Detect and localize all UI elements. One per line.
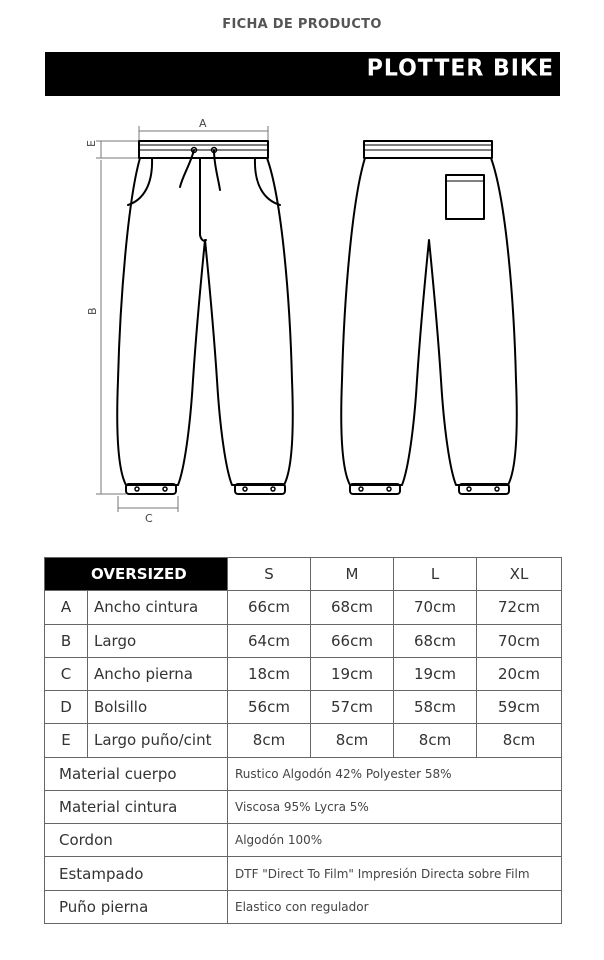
- row-label: Ancho pierna: [88, 657, 228, 690]
- front-view-drawing: [117, 141, 292, 494]
- brand-name: PLOTTER BIKE: [366, 55, 554, 82]
- value-cell: 8cm: [477, 724, 562, 757]
- size-header-row: [45, 558, 562, 591]
- row-label: Largo puño/cint: [88, 724, 228, 757]
- back-pocket: [446, 175, 484, 219]
- row-letter: E: [45, 724, 88, 757]
- value-cell: 58cm: [394, 691, 477, 724]
- table-row: [45, 691, 562, 724]
- size-header-m: M: [311, 558, 394, 591]
- material-value: DTF "Direct To Film" Impresión Directa sobre Film: [228, 857, 562, 890]
- brand-banner: [45, 52, 560, 96]
- document-title: FICHA DE PRODUCTO: [222, 17, 382, 32]
- value-cell: 8cm: [311, 724, 394, 757]
- value-cell: 68cm: [311, 591, 394, 624]
- fit-label: OVERSIZED: [45, 558, 228, 591]
- material-label: Cordon: [45, 824, 228, 857]
- row-label: Bolsillo: [88, 691, 228, 724]
- material-row: [45, 824, 562, 857]
- value-cell: 64cm: [228, 624, 311, 657]
- table-row: [45, 624, 562, 657]
- row-letter: D: [45, 691, 88, 724]
- value-cell: 70cm: [477, 624, 562, 657]
- value-cell: 57cm: [311, 691, 394, 724]
- material-label: Material cuerpo: [45, 757, 228, 790]
- row-label: Ancho cintura: [88, 591, 228, 624]
- value-cell: 8cm: [394, 724, 477, 757]
- value-cell: 19cm: [311, 657, 394, 690]
- value-cell: 8cm: [228, 724, 311, 757]
- table-row: [45, 657, 562, 690]
- value-cell: 56cm: [228, 691, 311, 724]
- row-letter: B: [45, 624, 88, 657]
- value-cell: 68cm: [394, 624, 477, 657]
- value-cell: 66cm: [311, 624, 394, 657]
- material-row: [45, 790, 562, 823]
- material-label: Puño pierna: [45, 890, 228, 923]
- row-letter: C: [45, 657, 88, 690]
- value-cell: 18cm: [228, 657, 311, 690]
- material-value: Viscosa 95% Lycra 5%: [228, 790, 562, 823]
- value-cell: 20cm: [477, 657, 562, 690]
- material-value: Elastico con regulador: [228, 890, 562, 923]
- value-cell: 66cm: [228, 591, 311, 624]
- table-row: [45, 724, 562, 757]
- dimension-label-a: A: [199, 117, 207, 130]
- table-row: [45, 591, 562, 624]
- dimension-label-c: C: [145, 512, 153, 525]
- dimension-label-b: B: [86, 307, 99, 315]
- material-value: Algodón 100%: [228, 824, 562, 857]
- size-header-s: S: [228, 558, 311, 591]
- size-header-l: L: [394, 558, 477, 591]
- back-view-drawing: [341, 141, 516, 494]
- size-header-xl: XL: [477, 558, 562, 591]
- material-label: Estampado: [45, 857, 228, 890]
- value-cell: 59cm: [477, 691, 562, 724]
- back-pants-outline: [341, 158, 516, 485]
- material-row: [45, 890, 562, 923]
- material-row: [45, 857, 562, 890]
- material-label: Material cintura: [45, 790, 228, 823]
- pants-technical-drawing: [0, 100, 604, 530]
- front-pants-outline: [117, 158, 292, 485]
- value-cell: 72cm: [477, 591, 562, 624]
- material-row: [45, 757, 562, 790]
- dimension-label-e: E: [85, 140, 98, 147]
- row-letter: A: [45, 591, 88, 624]
- value-cell: 19cm: [394, 657, 477, 690]
- row-label: Largo: [88, 624, 228, 657]
- value-cell: 70cm: [394, 591, 477, 624]
- size-spec-table: [44, 557, 562, 924]
- material-value: Rustico Algodón 42% Polyester 58%: [228, 757, 562, 790]
